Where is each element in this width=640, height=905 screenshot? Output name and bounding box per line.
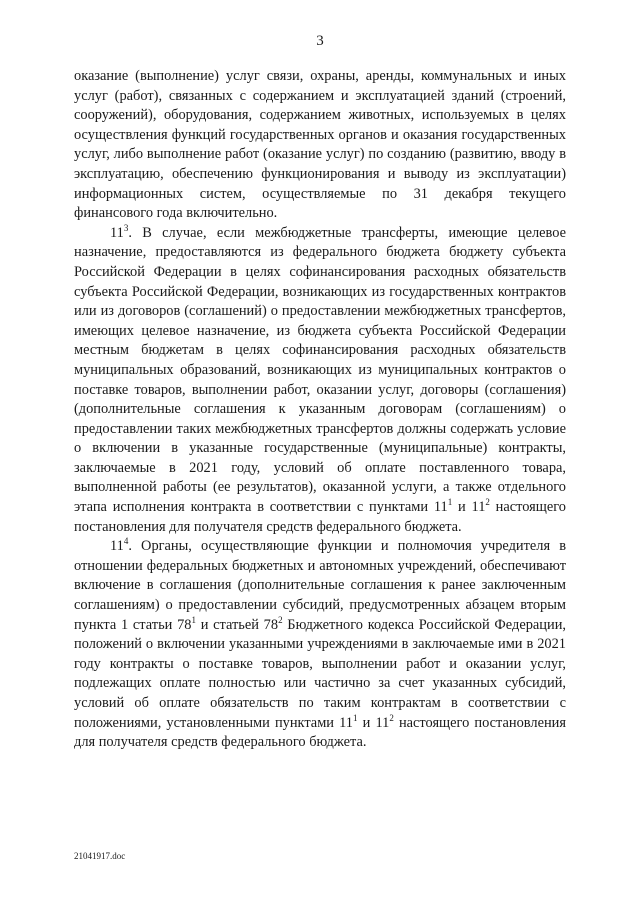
paragraph-continuation: оказание (выполнение) услуг связи, охраны, аренды, коммунальных и иных услуг (работ), связанных с содержанием и эксплуатацией зданий (строений, сооружений), оборудования, содержанием животных, используемых в целях осуществления функций государственных органов и оказания государственных услуг, либо выполнение работ (оказание услуг) по созданию (развитию, вводу в эксплуатацию, обеспечению функционирования и выводу из эксплуатации) информационных систем, осуществляемые по 31 декабря текущего финансового года включительно. (74, 68, 566, 222)
superscript-index: 2 (485, 497, 490, 508)
superscript-index: 4 (123, 536, 129, 547)
paragraph-item-11-4: $11^4$. Органы, осуществляющие функции и полномочия учредителя в отношении федеральных бюджетных и автономных учреждений, обеспечивают включение в соглашения (дополнительные соглашения к ранее заключенным соглашениям) о предоставлении субсидий, предусмотренных абзацем вторым пункта 1 статьи $78^1$ и статьей $78^2$ Бюджетного кодекса Российской Федерации, положений о включении указанными учреждениями в заключаемые ими в 2021 году контракты о поставке товаров, выполнении работ и оказании услуг, подлежащих оплате полностью или частично за счет указанных субсидий, условий об оплате обязательств по таким контрактам в соответствии с положениями, установленными пунктами $11^1$ и $11^2$ настоящего постановления для получателя средств федерального бюджета. (74, 536, 566, 751)
superscript-index: 2 (389, 712, 394, 723)
superscript-index: 3 (123, 222, 129, 233)
superscript-index: 1 (191, 614, 196, 625)
body-text (74, 67, 566, 753)
paragraph-item-11-3: $11^3$. В случае, если межбюджетные трансферты, имеющие целевое назначение, предоставляются из федерального бюджета бюджету субъекта Российской Федерации в целях софинансирования расходных обязательств субъекта Российской Федерации, возникающих из государственных контрактов или из договоров (соглашений) о предоставлении межбюджетных трансфертов, имеющих целевое назначение, из бюджета субъекта Российской Федерации местным бюджетам в целях софинансирования расходных обязательств муниципальных образований, возникающих из муниципальных контрактов о поставке товаров, выполнении работ, оказании услуг, договоры (соглашения) (дополнительные соглашения к указанным договорам (соглашениям) о предоставлении таких межбюджетных трансфертов должны содержать условие о включении в указанные государственные (муниципальные) контракты, заключаемые в 2021 году, условий об оплате поставленного товара, выполненной работы (ее результатов), оказанной услуги, а также отдельного этапа исполнения контракта в соответствии с пунктами $11^1$ и $11^2$ настоящего постановления для получателя средств федерального бюджета. (74, 222, 566, 535)
footer-file-code: 21041917.doc (74, 851, 126, 861)
superscript-index: 1 (352, 712, 358, 723)
page-number: 3 (316, 33, 324, 49)
superscript-index: 1 (447, 497, 453, 508)
superscript-index: 2 (278, 614, 283, 625)
